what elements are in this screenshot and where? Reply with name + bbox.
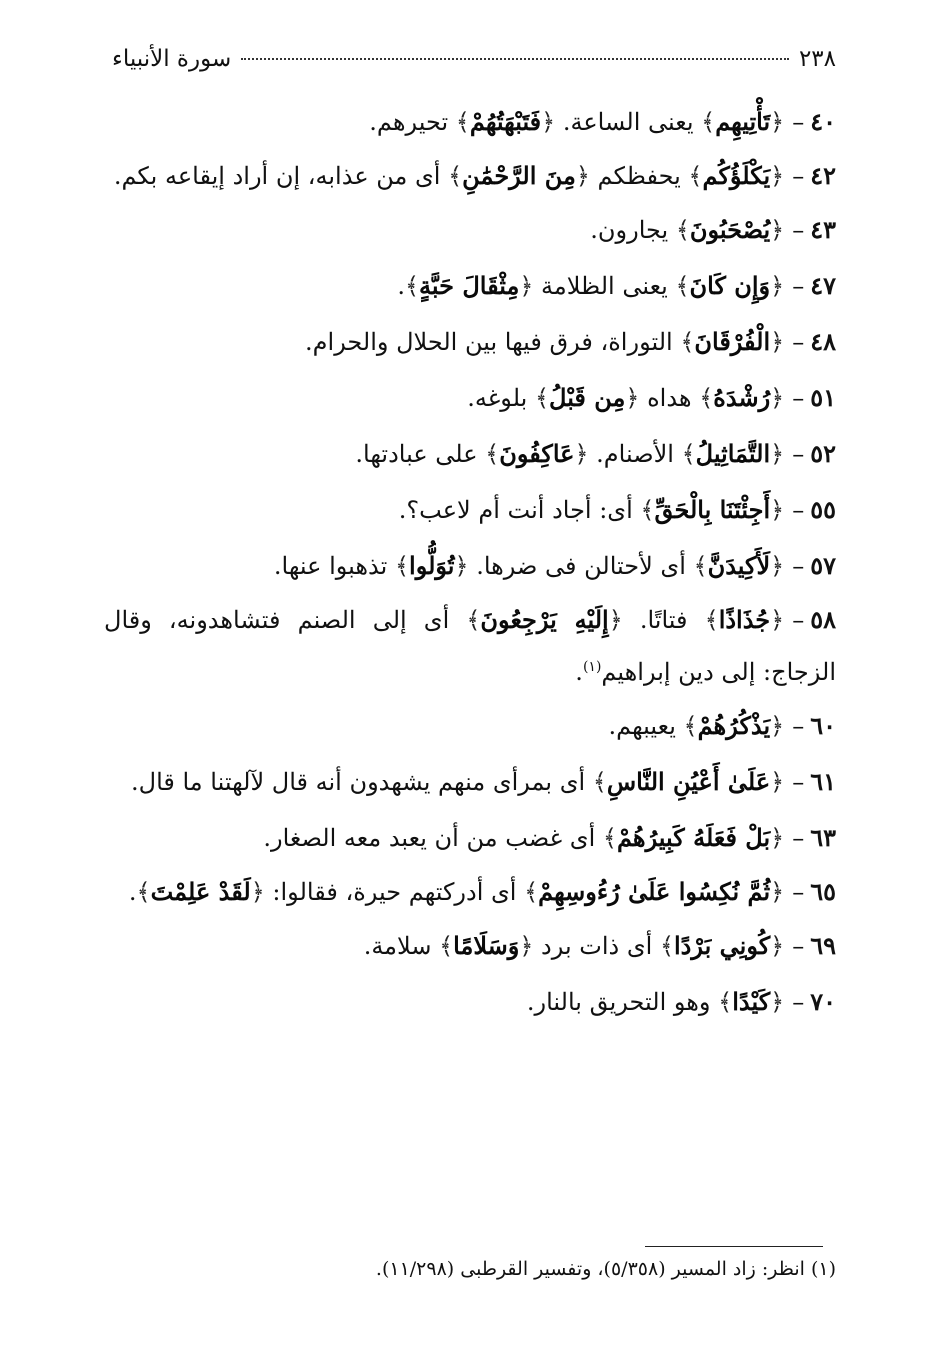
ornate-bracket-close-icon: ﴾ xyxy=(455,108,470,136)
ornate-bracket-open-icon: ﴿ xyxy=(770,328,785,356)
glossary-entry xyxy=(104,698,836,754)
explanation-text: يعنى الساعة. xyxy=(555,108,702,136)
explanation-text: يعيبهم. xyxy=(608,712,684,740)
quran-word: تُوَلُّوا xyxy=(409,551,455,580)
entry-dash: – xyxy=(792,496,805,524)
quran-word: تَأْتِيهِم xyxy=(715,107,771,136)
glossary-entry xyxy=(104,918,836,974)
verse-number: ٥٧ xyxy=(810,551,836,580)
ornate-bracket-close-icon: ﴾ xyxy=(680,328,695,356)
ornate-bracket-close-icon: ﴾ xyxy=(718,988,733,1016)
explanation-text: يحفظكم xyxy=(589,162,689,190)
glossary-entries xyxy=(104,94,836,1030)
verse-number: ٤٠ xyxy=(810,107,836,136)
footnote-separator xyxy=(645,1246,823,1247)
quran-word: لَقَدْ عَلِمْتَ xyxy=(150,877,251,906)
verse-number: ٦٥ xyxy=(810,877,836,906)
page-header xyxy=(112,46,836,72)
ornate-bracket-open-icon: ﴿ xyxy=(250,878,265,906)
glossary-entry xyxy=(104,754,836,810)
ornate-bracket-close-icon: ﴾ xyxy=(704,606,719,634)
glossary-entry xyxy=(104,202,836,258)
ornate-bracket-close-icon: ﴾ xyxy=(659,932,675,960)
verse-number: ٧٠ xyxy=(810,987,836,1016)
ornate-bracket-open-icon: ﴿ xyxy=(770,988,785,1016)
quran-word: الْفُرْقَانَ xyxy=(694,327,771,356)
explanation-text: الأصنام. xyxy=(588,440,682,468)
explanation-text: . xyxy=(128,878,137,906)
ornate-bracket-open-icon: ﴿ xyxy=(541,108,556,136)
verse-number: ٥٨ xyxy=(810,605,836,634)
ornate-bracket-open-icon: ﴿ xyxy=(770,496,785,524)
ornate-bracket-close-icon: ﴾ xyxy=(485,440,500,468)
ornate-bracket-open-icon: ﴿ xyxy=(575,162,590,190)
footnote: (١) انظر: زاد المسير (٥/٣٥٨)، وتفسير القرطبى (١١/٢٩٨). xyxy=(375,1258,836,1280)
entry-dash: – xyxy=(792,440,805,468)
glossary-entry xyxy=(104,426,836,482)
explanation-text: . xyxy=(575,658,583,686)
verse-number: ٦٠ xyxy=(810,711,836,740)
explanation-text: على عبادتها. xyxy=(355,440,486,468)
quran-word: وَسَلَامًا xyxy=(453,931,520,960)
explanation-text: أى غضب من أن يعبد معه الصغار. xyxy=(263,824,603,852)
ornate-bracket-open-icon: ﴿ xyxy=(454,552,469,580)
ornate-bracket-open-icon: ﴿ xyxy=(770,824,785,852)
ornate-bracket-open-icon: ﴿ xyxy=(770,108,785,136)
ornate-bracket-open-icon: ﴿ xyxy=(770,932,785,960)
explanation-text: أى لأحتالن فى ضرها. xyxy=(468,552,694,580)
ornate-bracket-open-icon: ﴿ xyxy=(519,932,534,960)
glossary-entry xyxy=(104,810,836,866)
quran-word: إِلَيْهِ يَرْجِعُونَ xyxy=(480,605,609,634)
quran-word: بَلْ فَعَلَهُ كَبِيرُهُمْ xyxy=(616,823,771,852)
entry-dash: – xyxy=(792,216,805,244)
ornate-bracket-close-icon: ﴾ xyxy=(466,606,481,634)
quran-word: جُذَاذًا xyxy=(718,605,771,634)
ornate-bracket-open-icon: ﴿ xyxy=(770,606,785,634)
entry-dash: – xyxy=(792,988,805,1016)
ornate-bracket-open-icon: ﴿ xyxy=(770,878,785,906)
entry-dash: – xyxy=(792,712,805,740)
ornate-bracket-close-icon: ﴾ xyxy=(681,440,696,468)
verse-number: ٦٩ xyxy=(810,931,836,960)
explanation-text: سلامة. xyxy=(363,932,440,960)
entry-dash: – xyxy=(792,108,805,136)
glossary-entry xyxy=(104,258,836,314)
quran-word: فَتَبْهَتُهُمْ xyxy=(469,107,542,136)
ornate-bracket-close-icon: ﴾ xyxy=(394,552,410,580)
glossary-entry xyxy=(104,150,836,202)
ornate-bracket-close-icon: ﴾ xyxy=(699,384,714,412)
ornate-bracket-close-icon: ﴾ xyxy=(688,162,703,190)
glossary-entry xyxy=(104,594,836,698)
explanation-text: بلوغه. xyxy=(467,384,535,412)
explanation-text: أى: أجاد أنت أم لاعب؟. xyxy=(398,496,641,524)
quran-word: كَيْدًا xyxy=(732,987,771,1016)
quran-word: مِثْقَالَ حَبَّةٍ xyxy=(419,271,520,300)
ornate-bracket-close-icon: ﴾ xyxy=(675,272,690,300)
explanation-text: التوراة، فرق فيها بين الحلال والحرام. xyxy=(305,328,681,356)
quran-word: عَلَىٰ أَعْيُنِ النَّاسِ xyxy=(606,767,771,796)
quran-word: ثُمَّ نُكِسُوا عَلَىٰ رُءُوسِهِمْ xyxy=(538,877,771,906)
quran-word: عَاكِفُونَ xyxy=(499,439,575,468)
footnote-marker: (١) xyxy=(582,659,602,675)
verse-number: ٥٥ xyxy=(810,495,836,524)
ornate-bracket-close-icon: ﴾ xyxy=(524,878,539,906)
entry-dash: – xyxy=(792,878,805,906)
explanation-text: هداه xyxy=(639,384,700,412)
ornate-bracket-close-icon: ﴾ xyxy=(592,768,607,796)
entry-dash: – xyxy=(792,768,805,796)
glossary-entry xyxy=(104,538,836,594)
verse-number: ٤٣ xyxy=(810,215,836,244)
page-number: ٢٣٨ xyxy=(798,46,836,72)
explanation-text: أى أدركتهم حيرة، فقالوا: xyxy=(264,878,525,906)
quran-word: التَّمَاثِيلُ xyxy=(695,439,771,468)
ornate-bracket-open-icon: ﴿ xyxy=(608,606,623,634)
verse-number: ٦١ xyxy=(810,767,836,796)
ornate-bracket-open-icon: ﴿ xyxy=(770,440,785,468)
ornate-bracket-close-icon: ﴾ xyxy=(534,384,550,412)
header-dotted-leader xyxy=(241,58,789,60)
explanation-text: فتاتًا. xyxy=(622,606,705,634)
verse-number: ٤٨ xyxy=(810,327,836,356)
surah-title: سورة الأنبياء xyxy=(112,46,232,72)
ornate-bracket-close-icon: ﴾ xyxy=(602,824,617,852)
explanation-text: يعنى الظلامة xyxy=(533,272,676,300)
ornate-bracket-open-icon: ﴿ xyxy=(770,272,785,300)
ornate-bracket-open-icon: ﴿ xyxy=(574,440,589,468)
ornate-bracket-open-icon: ﴿ xyxy=(770,768,785,796)
glossary-entry xyxy=(104,314,836,370)
explanation-text: أى إلى الصنم فتشاهدونه، وقال الزجاج: إلى دين إبراهيم xyxy=(104,606,836,686)
entry-dash: – xyxy=(792,328,805,356)
entry-dash: – xyxy=(792,932,805,960)
quran-word: يَكْلَؤُكُم xyxy=(702,161,771,190)
quran-word: يُصْحَبُونَ xyxy=(689,215,771,244)
quran-word: مِنَ الرَّحْمَٰنِ xyxy=(462,161,576,190)
glossary-entry xyxy=(104,482,836,538)
verse-number: ٦٣ xyxy=(810,823,836,852)
entry-dash: – xyxy=(792,552,805,580)
ornate-bracket-open-icon: ﴿ xyxy=(770,162,785,190)
verse-number: ٤٧ xyxy=(810,271,836,300)
quran-word: لَأَكِيدَنَّ xyxy=(707,551,771,580)
glossary-entry xyxy=(104,94,836,150)
verse-number: ٥٢ xyxy=(810,439,836,468)
quran-word: يَذْكُرُهُمْ xyxy=(697,711,771,740)
verse-number: ٥١ xyxy=(810,383,836,412)
ornate-bracket-close-icon: ﴾ xyxy=(448,162,463,190)
quran-word: رُشْدَهُ xyxy=(713,383,771,412)
ornate-bracket-open-icon: ﴿ xyxy=(770,384,785,412)
ornate-bracket-close-icon: ﴾ xyxy=(701,108,716,136)
ornate-bracket-close-icon: ﴾ xyxy=(675,216,690,244)
entry-dash: – xyxy=(792,606,805,634)
entry-dash: – xyxy=(792,824,805,852)
explanation-text: تذهبوا عنها. xyxy=(273,552,395,580)
glossary-entry xyxy=(104,974,836,1030)
ornate-bracket-open-icon: ﴿ xyxy=(519,272,534,300)
ornate-bracket-close-icon: ﴾ xyxy=(683,712,698,740)
explanation-text: . xyxy=(397,272,405,300)
explanation-text: تحيرهم. xyxy=(369,108,456,136)
explanation-text: وهو التحريق بالنار. xyxy=(526,988,719,1016)
ornate-bracket-close-icon: ﴾ xyxy=(693,552,708,580)
explanation-text: أى بمرأى منهم يشهدون أنه قال لآلهتنا ما قال. xyxy=(131,768,593,796)
ornate-bracket-close-icon: ﴾ xyxy=(439,932,454,960)
entry-dash: – xyxy=(792,272,805,300)
explanation-text: يجارون. xyxy=(590,216,676,244)
entry-dash: – xyxy=(792,162,805,190)
ornate-bracket-open-icon: ﴿ xyxy=(625,384,640,412)
ornate-bracket-open-icon: ﴿ xyxy=(770,552,785,580)
explanation-text: أى من عذابه، إن أراد إيقاعه بكم. xyxy=(113,162,449,190)
quran-word: وَإِن كَانَ xyxy=(689,271,771,300)
verse-number: ٤٢ xyxy=(810,161,836,190)
explanation-text: أى ذات برد xyxy=(533,932,660,960)
quran-word: كُونِي بَرْدًا xyxy=(674,931,771,960)
glossary-entry xyxy=(104,866,836,918)
ornate-bracket-close-icon: ﴾ xyxy=(640,496,655,524)
ornate-bracket-open-icon: ﴿ xyxy=(770,216,785,244)
entry-dash: – xyxy=(792,384,805,412)
ornate-bracket-close-icon: ﴾ xyxy=(404,272,420,300)
quran-word: مِن قَبْلُ xyxy=(549,383,626,412)
ornate-bracket-close-icon: ﴾ xyxy=(136,878,151,906)
ornate-bracket-open-icon: ﴿ xyxy=(770,712,785,740)
glossary-entry xyxy=(104,370,836,426)
quran-word: أَجِئْتَنَا بِالْحَقِّ xyxy=(654,495,771,524)
